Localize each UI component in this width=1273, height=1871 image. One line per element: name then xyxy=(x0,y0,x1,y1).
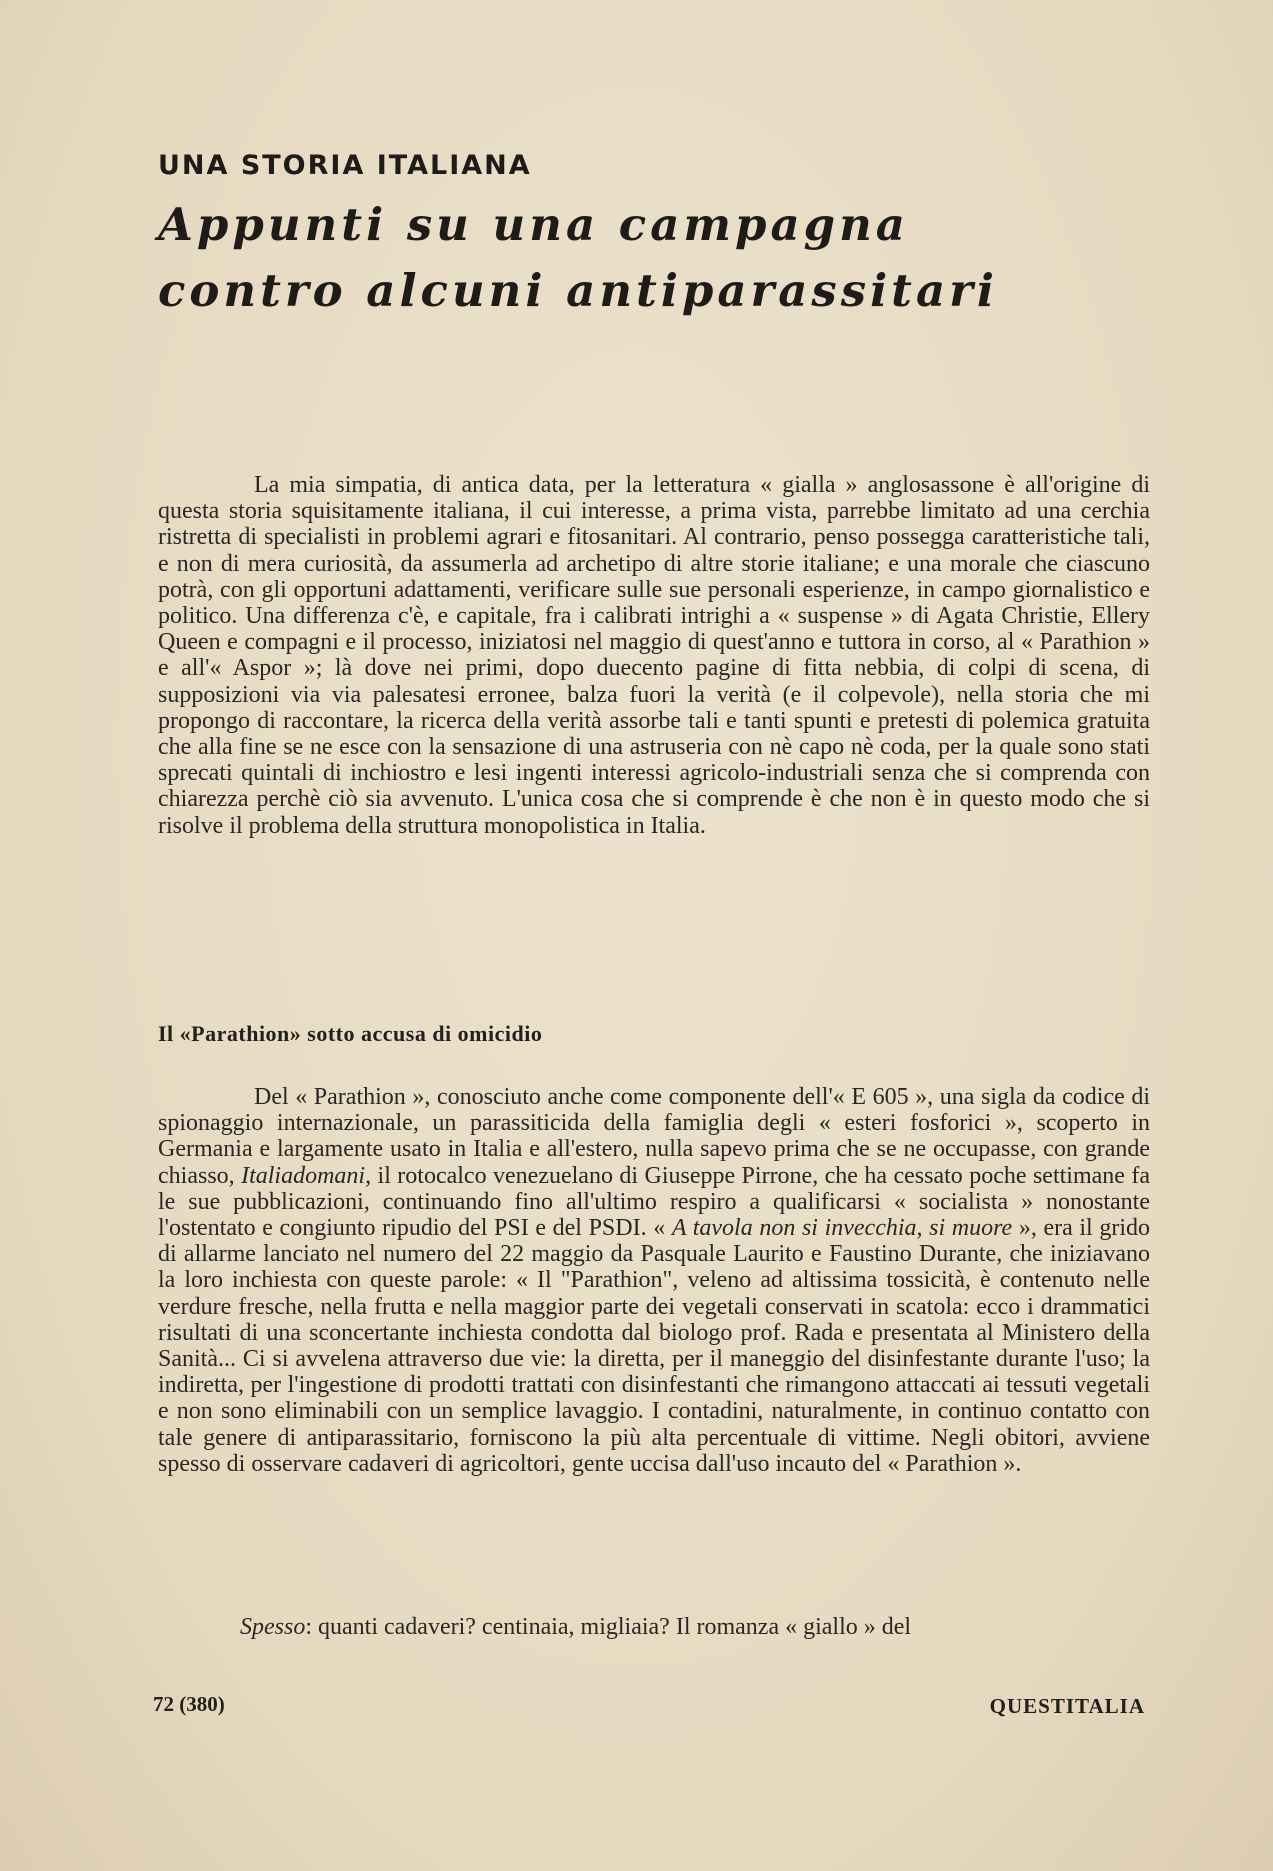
paragraph-text-b: il rotocalco venezuelano di Giuseppe Pirrone, che ha cessato poche settimane fa le sue pubblicazioni, continuando fino all'ultimo respiro a qualificarsi « socialista » nonostante l'ostentato e congiunto ripudio del PSI e del PSDI. « xyxy=(158,1162,1150,1242)
article-title xyxy=(158,192,1158,324)
section-heading: Il «Parathion» sotto accusa di omicidio xyxy=(158,1021,543,1046)
paragraph-text-a: Del « Parathion », conosciuto anche come componente dell'« E 605 », una sigla da codice di spionaggio internazionale, un parassiticida della famiglia degli « esteri fosforici », scoperto in Germania e largamente usato in Italia e all'estero, nulla sapevo prima che se ne occupasse, con grande chiasso, xyxy=(158,1084,1150,1189)
section-kicker: UNA STORIA ITALIANA xyxy=(158,150,532,181)
page-number: 72 (380) xyxy=(153,1692,225,1716)
publication-name: Italiadomani, xyxy=(241,1162,372,1189)
title-line-2: contro alcuni antiparassitari xyxy=(158,264,998,317)
body-paragraph-1 xyxy=(158,1084,1150,1477)
body-paragraph-2 xyxy=(158,1614,1150,1640)
paragraph-text-d: : quanti cadaveri? centinaia, migliaia? Il romanza « giallo » del xyxy=(305,1614,912,1640)
intro-paragraph: La mia simpatia, di antica data, per la letteratura « gialla » anglosassone è all'origine di questa storia squisitamente italiana, il cui interesse, a prima vista, parrebbe limitato ad una cerchia ristretta di specialisti in problemi agrari e fitosanitari. Al contrario, penso possegga caratteristiche tali, e non di mera curiosità, da assumerla ad archetipo di altre storie italiane; e una morale che ciascuno potrà, con gli opportuni adattamenti, verificare sulle sue personali esperienze, in campo giornalistico e politico. Una differenza c'è, e capitale, fra i calibrati intrighi a « suspense » di Agata Christie, Ellery Queen e compagni e il processo, iniziatosi nel maggio di quest'anno e tuttora in corso, al « Parathion » e all'« Aspor »; là dove nei primi, dopo duecento pagine di fitta nebbia, di colpi di scena, di supposizioni via via palesatesi erronee, balza fuori la verità (e il colpevole), nella storia che mi propongo di raccontare, la ricerca della verità assorbe tali e tanti spunti e pretesti di polemica gratuita che alla fine se ne esce con la sensazione di una astruseria con nè capo nè coda, per la quale sono stati sprecati quintali di inchiostro e lesi ingenti interessi agricolo-industriali senza che si comprenda con chiarezza perchè ciò sia avvenuto. L'unica cosa che si comprende è che non è in questo modo che si risolve il problema della struttura monopolistica in Italia. xyxy=(158,472,1150,839)
emphasis-word: Spesso xyxy=(240,1614,306,1640)
journal-name: QUESTITALIA xyxy=(989,1694,1145,1718)
paragraph-text-c: », era il grido di allarme lanciato nel numero del 22 maggio da Pasquale Laurito e Faustino Durante, che iniziavano la loro inchiesta con queste parole: « Il "Parathion", veleno ad altissima tossicità, è contenuto nelle verdure fresche, nella frutta e nella maggior parte dei vegetali conservati in scatola: ecco i drammatici risultati di una sconcertante inchiesta condotta dal biologo prof. Rada e presentata al Ministero della Sanità... Ci si avvelena attraverso due vie: la diretta, per il maneggio del disinfestante durante l'uso; la indiretta, per l'ingestione di prodotti trattati con disinfestanti che rimangono attaccati ai tessuti vegetali e non sono eliminabili con un semplice lavaggio. I contadini, naturalmente, in continuo contatto con tale genere di antiparassitario, forniscono la più alta percentuale di vittime. Negli obitori, avviene spesso di osservare cadaveri di agricoltori, gente uccisa dall'uso incauto del « Parathion ». xyxy=(158,1215,1151,1477)
title-line-1: Appunti su una campagna xyxy=(158,198,909,251)
article-headline-quote: A tavola non si invecchia, si muore xyxy=(671,1215,1013,1242)
